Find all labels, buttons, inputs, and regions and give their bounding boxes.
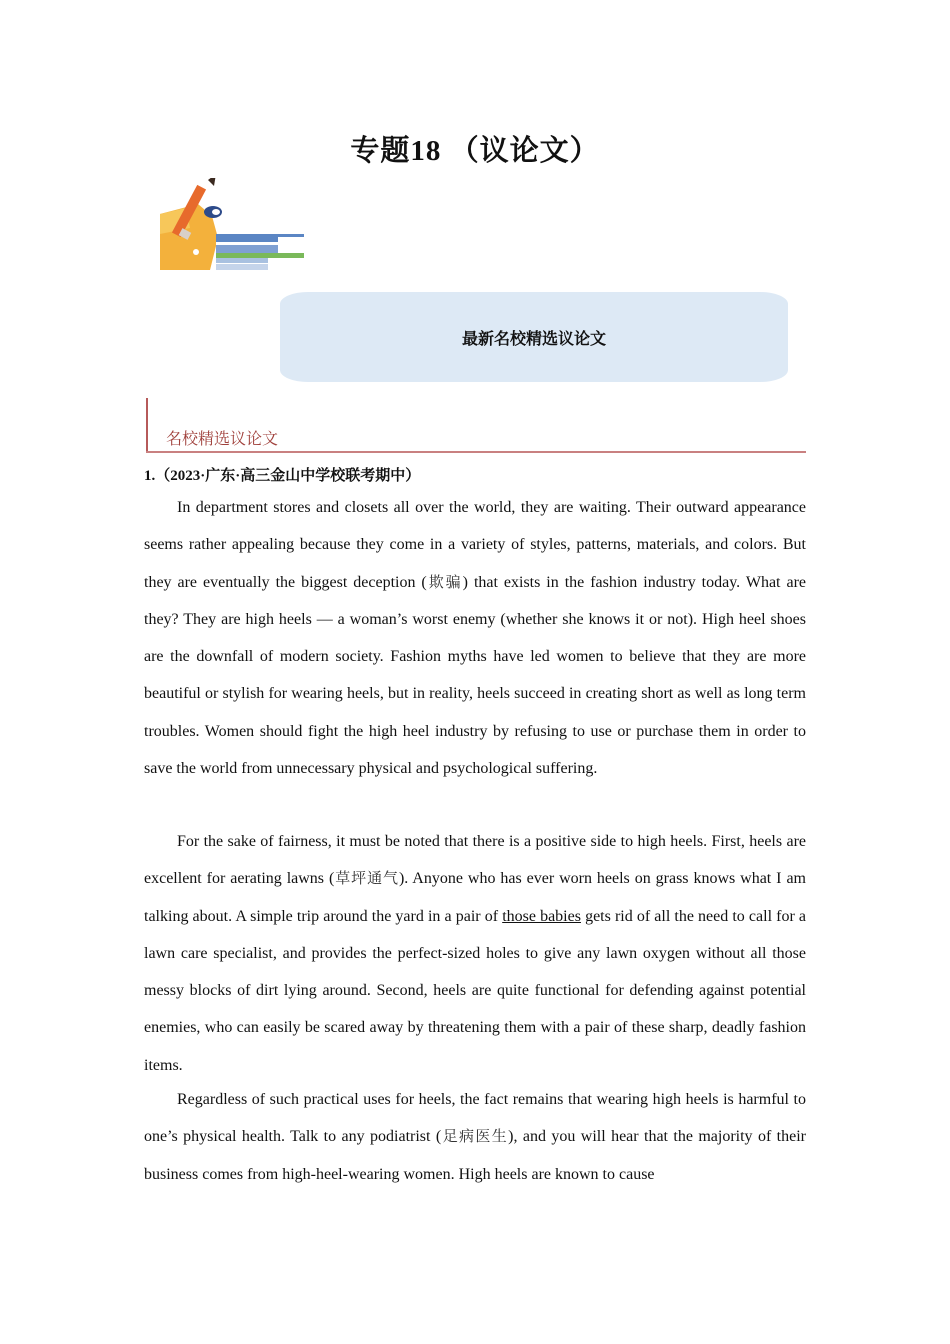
paragraph-text: ) that exists in the fashion industry today. What are they? They are high heels — a woman’s worst enemy (whether she knows it or not). High heel shoes are the downfall of modern society. Fashion myths have led women to believe that they are more beautiful or stylish for wearing heels, but in reality, heels succeed in creating short as well as long term troubles. Women should fight the high heel industry by refusing to use or purchase them in order to save the world from unnecessary physical and psychological suffering. xyxy=(144,573,806,778)
paragraph-text: ). Anyone who has ever worn heels on grass knows what I am talking about. A simple trip around the yard in a pair of xyxy=(144,870,806,925)
section-accent-line xyxy=(146,398,148,452)
chinese-gloss: 足病医生 xyxy=(441,1127,509,1146)
question-header: 1.（2023·广东·高三金山中学校联考期中） xyxy=(144,468,421,484)
paragraph-text: gets rid of all the need to call for a lawn care specialist, and provides the perfect-sized holes to give any lawn oxygen without all those messy blocks of dirt lying around. Second, heels are quite functional for defending against potential enemies, who can easily be scared away by threatening them with a pair of these sharp, deadly fashion items. xyxy=(144,907,807,1074)
chinese-gloss: 欺骗 xyxy=(426,572,463,591)
banner-text: 最新名校精选议论文 xyxy=(461,329,606,348)
paragraph-text: In department stores and closets all over the world, they are waiting. Their outward appearance seems rather appealing because they come in a variety of styles, patterns, materials, and colors. But they are eventually the biggest deception ( xyxy=(144,499,806,591)
page-title: 专题18 （议论文） xyxy=(350,135,600,167)
paragraph-text: Regardless of such practical uses for heels, the fact remains that wearing high heels is harmful to one’s physical health. Talk to any podiatrist ( xyxy=(144,1091,806,1146)
paragraph-text: For the sake of fairness, it must be noted that there is a positive side to high heels. First, heels are excellent for aerating lawns ( xyxy=(144,833,806,888)
banner xyxy=(280,292,788,382)
pencil-books-icon xyxy=(158,178,308,274)
section-title: 名校精选议论文 xyxy=(166,429,279,448)
paragraph-text: ), and you will hear that the majority of their business comes from high-heel-wearing women. High heels are known to cause xyxy=(144,1128,806,1183)
paragraph-1 xyxy=(144,489,806,787)
underlined-phrase: those babies xyxy=(502,907,581,925)
paragraph-2 xyxy=(144,823,806,1084)
section-divider xyxy=(146,451,806,453)
paragraph-3 xyxy=(144,1081,806,1193)
chinese-gloss: 草坪通气 xyxy=(334,869,399,888)
